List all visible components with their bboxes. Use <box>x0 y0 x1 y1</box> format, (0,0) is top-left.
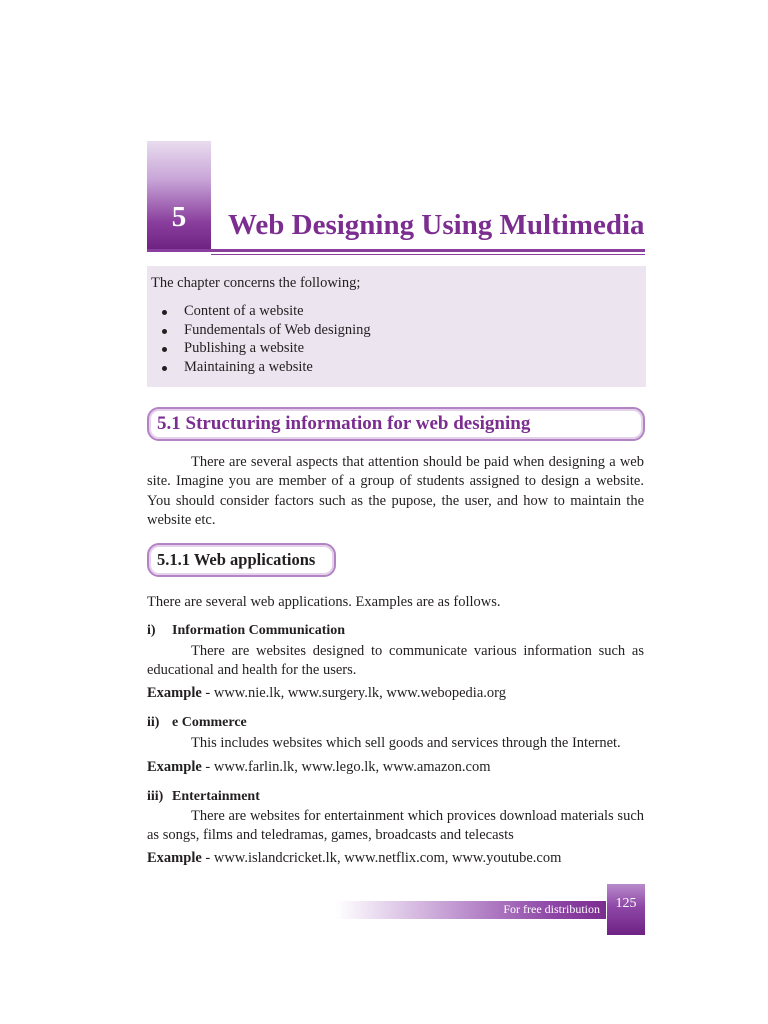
item-heading <box>147 715 247 731</box>
section-paragraph <box>147 453 644 530</box>
page-number-box <box>607 884 645 935</box>
bullet-icon <box>162 347 167 352</box>
example-label: Example <box>147 685 202 701</box>
subsection-intro: There are several web applications. Examples are as follows. <box>147 594 501 610</box>
concerns-item <box>147 359 371 378</box>
example-label: Example <box>147 850 202 866</box>
bullet-icon <box>162 366 167 371</box>
title-rule-thin <box>211 254 645 255</box>
item-description <box>147 807 644 846</box>
item-example <box>147 685 506 702</box>
section-heading-box <box>147 407 645 441</box>
concerns-item <box>147 303 371 322</box>
item-numeral: i) <box>147 623 156 638</box>
footer-distribution: For free distribution <box>503 902 600 916</box>
concerns-list <box>147 303 371 378</box>
item-description <box>147 642 644 681</box>
item-example <box>147 759 491 776</box>
item-heading-text: Information Communication <box>172 623 346 638</box>
concerns-intro: The chapter concerns the following; <box>151 275 361 291</box>
subsection-heading-box <box>147 543 336 577</box>
concerns-item-text: Maintaining a website <box>184 359 313 376</box>
subsection-title: 5.1.1 Web applications <box>157 550 316 569</box>
item-description <box>147 734 644 753</box>
item-heading-text: Entertainment <box>172 789 260 804</box>
concerns-item <box>147 340 371 359</box>
example-text: - www.farlin.lk, www.lego.lk, www.amazon.com <box>201 759 491 775</box>
chapter-number-block <box>147 141 211 249</box>
concerns-item-text: Content of a website <box>184 303 304 319</box>
section-paragraph-text: There are several aspects that attention should be paid when designing a web site. Imagine you are member of a group of students assigned to design a website. You should consider factors such as the pupose, the user, and how to maintain the website etc. <box>147 454 644 528</box>
concerns-item <box>147 322 371 341</box>
item-description-text: There are websites for entertainment which provices download materials such as songs, films and teledramas, games, broadcasts and telecasts <box>147 808 644 844</box>
item-heading-text: e Commerce <box>172 715 247 730</box>
example-text: - www.nie.lk, www.surgery.lk, www.webopedia.org <box>201 685 506 701</box>
item-numeral: ii) <box>147 715 160 730</box>
title-rule <box>147 249 645 252</box>
item-heading <box>147 623 345 639</box>
example-label: Example <box>147 759 202 775</box>
footer-bar <box>336 901 606 919</box>
chapter-concerns-box <box>147 266 646 387</box>
chapter-number: 5 <box>171 201 187 233</box>
item-example <box>147 850 561 867</box>
example-text: - www.islandcricket.lk, www.netflix.com, www.youtube.com <box>201 850 562 866</box>
item-description-text: There are websites designed to communicate various information such as educational and health for the users. <box>147 643 644 679</box>
page-number: 125 <box>615 896 637 911</box>
concerns-item-text: Publishing a website <box>184 340 305 357</box>
item-numeral: iii) <box>147 789 164 804</box>
section-title: 5.1 Structuring information for web designing <box>157 413 531 434</box>
item-heading <box>147 789 260 805</box>
item-description-text: This includes websites which sell goods and services through the Internet. <box>191 735 621 751</box>
concerns-item-text: Fundementals of Web designing <box>184 321 371 338</box>
bullet-icon <box>162 329 167 334</box>
bullet-icon <box>162 310 167 315</box>
chapter-title: Web Designing Using Multimedia <box>228 209 645 241</box>
